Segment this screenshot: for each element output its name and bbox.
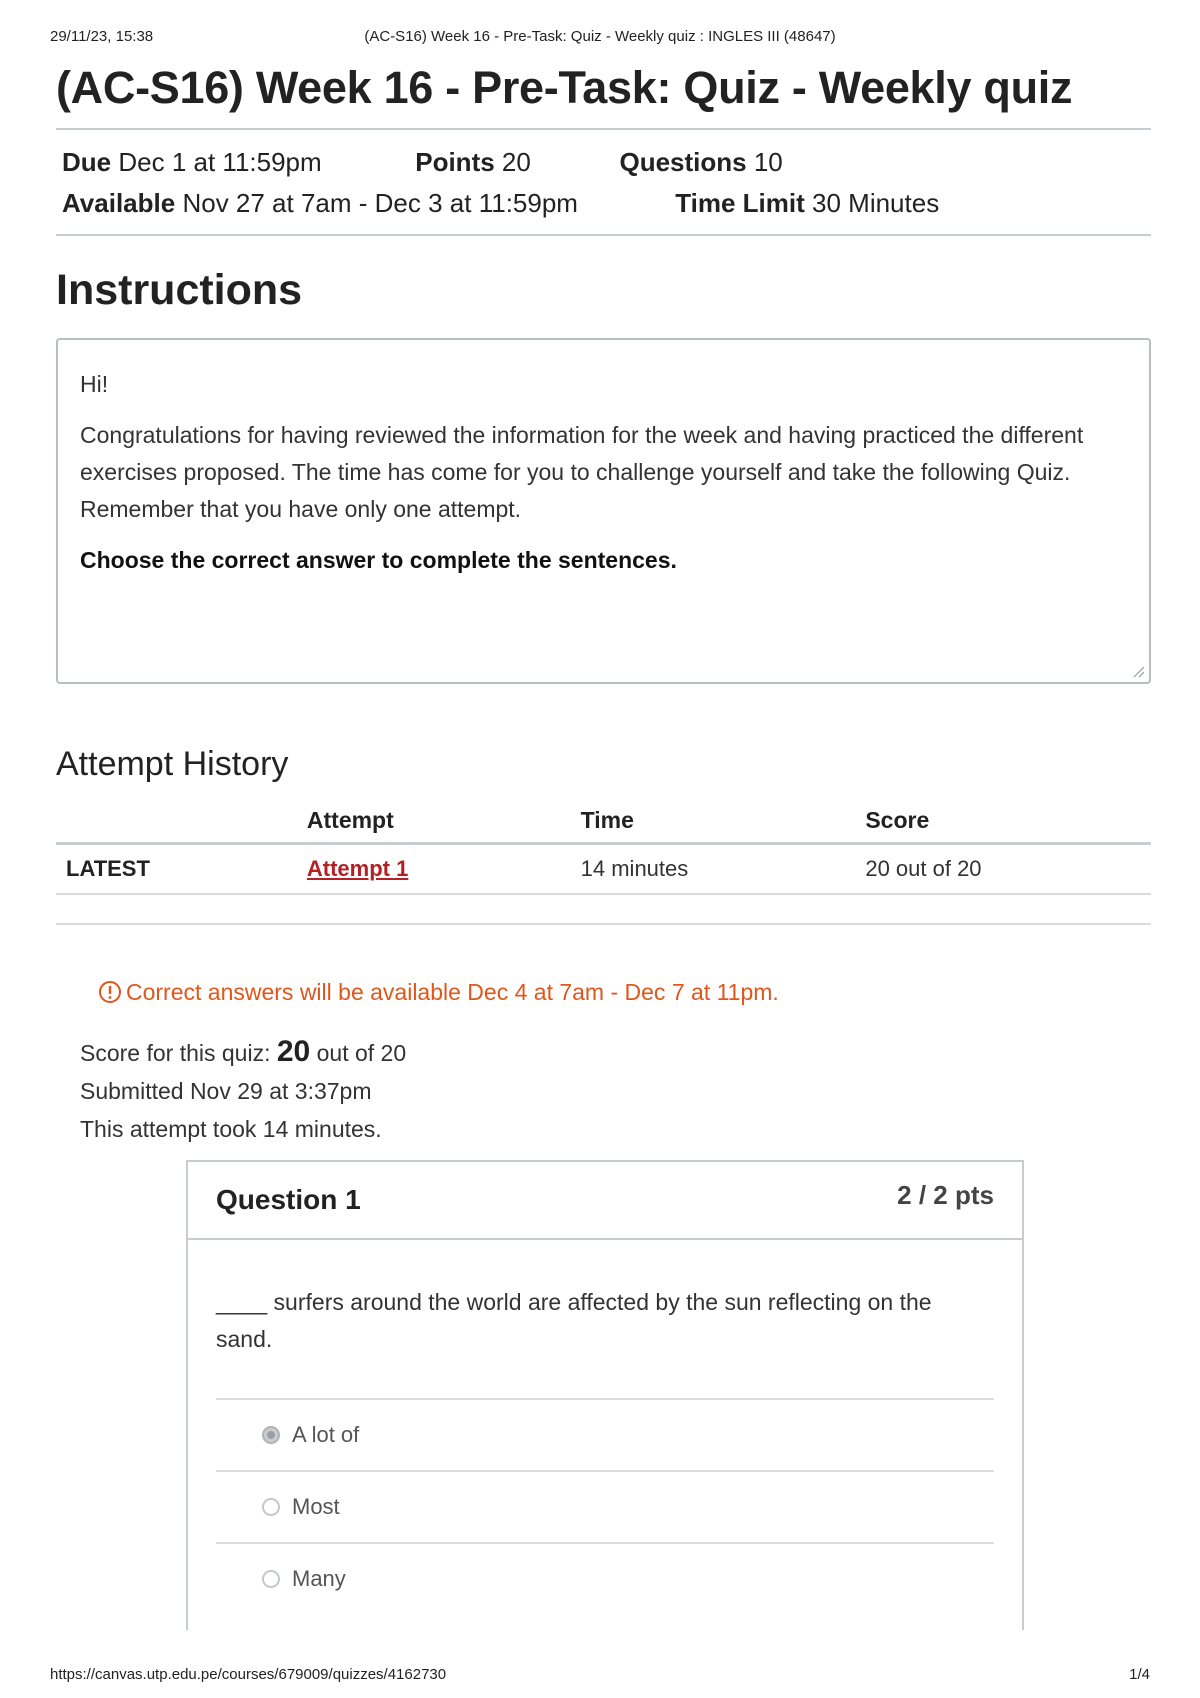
attempt-history-table (56, 798, 1151, 895)
score-line (80, 1033, 1151, 1072)
due-label: Due (62, 147, 112, 177)
quiz-result-summary (80, 1033, 1151, 1148)
question-points: 2 / 2 pts (897, 1180, 994, 1210)
divider (56, 895, 1151, 925)
resize-handle-icon[interactable] (1131, 664, 1145, 678)
attempt-time: 14 minutes (571, 844, 856, 895)
table-header-row (56, 798, 1151, 844)
questions-label: Questions (619, 147, 747, 177)
answer-option[interactable] (216, 1542, 994, 1614)
time-limit-value: 30 Minutes (812, 188, 940, 218)
questions-value: 10 (753, 147, 783, 177)
print-header (50, 28, 1150, 48)
notice-text: Correct answers will be available Dec 4 at 7am - Dec 7 at 11pm. (126, 979, 779, 1005)
time-limit (675, 183, 939, 224)
answer-label: Many (292, 1566, 346, 1591)
points-value: 20 (501, 147, 531, 177)
attempt-1-link[interactable]: Attempt 1 (306, 856, 409, 881)
instructions-body: Congratulations for having reviewed the information for the week and having practiced the different exercises proposed. The time has come for you to challenge yourself and take the following Quiz. Remember that you have only one attempt. (80, 422, 1084, 522)
instructions-box[interactable] (56, 338, 1151, 684)
print-title: (AC-S16) Week 16 - Pre-Task: Quiz - Weekly quiz : INGLES III (48647) (364, 28, 836, 45)
warning-icon (98, 980, 122, 1004)
attempt-duration: This attempt took 14 minutes. (80, 1116, 382, 1142)
question-card (186, 1160, 1024, 1630)
radio-icon[interactable] (262, 1498, 280, 1516)
radio-selected-icon[interactable] (262, 1426, 280, 1444)
points (415, 142, 612, 183)
question-header (188, 1162, 1022, 1240)
submitted-time: Submitted Nov 29 at 3:37pm (80, 1078, 372, 1104)
column-header (56, 798, 297, 844)
quiz-page (56, 60, 1151, 1630)
column-header: Attempt (297, 798, 571, 844)
attempt-score: 20 out of 20 (855, 844, 1151, 895)
attempt-cell (297, 844, 571, 895)
table-row (56, 844, 1151, 895)
column-header: Score (855, 798, 1151, 844)
points-label: Points (415, 147, 495, 177)
latest-label: LATEST (56, 844, 297, 895)
print-footer (50, 1666, 1150, 1686)
print-date: 29/11/23, 15:38 (50, 28, 154, 45)
question-title: Question 1 (216, 1184, 361, 1215)
divider (56, 234, 1151, 236)
answers-availability-notice (98, 977, 1151, 1007)
due-date (62, 142, 408, 183)
instructions-greeting: Hi! (80, 371, 109, 397)
instructions-directive: Choose the correct answer to complete the sentences. (80, 547, 677, 573)
page-title: (AC-S16) Week 16 - Pre-Task: Quiz - Weekly quiz (56, 62, 1073, 113)
time-limit-label: Time Limit (675, 188, 805, 218)
questions-count (619, 142, 782, 183)
question-text: ____ surfers around the world are affected by the sun reflecting on the sand. (216, 1289, 932, 1352)
page-number: 1/4 (1129, 1666, 1150, 1683)
question-body (188, 1240, 1022, 1614)
answer-label: A lot of (292, 1422, 360, 1447)
attempt-history-heading: Attempt History (56, 745, 289, 783)
availability (62, 183, 668, 224)
due-value: Dec 1 at 11:59pm (118, 147, 322, 177)
print-url: https://canvas.utp.edu.pe/courses/679009/quizzes/4162730 (50, 1666, 447, 1683)
score-value: 20 (276, 1035, 311, 1068)
score-label: Score for this quiz: (80, 1040, 271, 1066)
available-label: Available (62, 188, 176, 218)
quiz-details (56, 130, 1151, 234)
radio-icon[interactable] (262, 1570, 280, 1588)
answer-option[interactable] (216, 1470, 994, 1542)
instructions-heading: Instructions (56, 266, 303, 314)
column-header: Time (571, 798, 856, 844)
details-row-2 (62, 183, 1145, 224)
answer-label: Most (292, 1494, 340, 1519)
details-row-1 (62, 142, 1145, 183)
score-total: out of 20 (316, 1040, 407, 1066)
answer-option[interactable] (216, 1398, 994, 1470)
available-value: Nov 27 at 7am - Dec 3 at 11:59pm (182, 188, 578, 218)
